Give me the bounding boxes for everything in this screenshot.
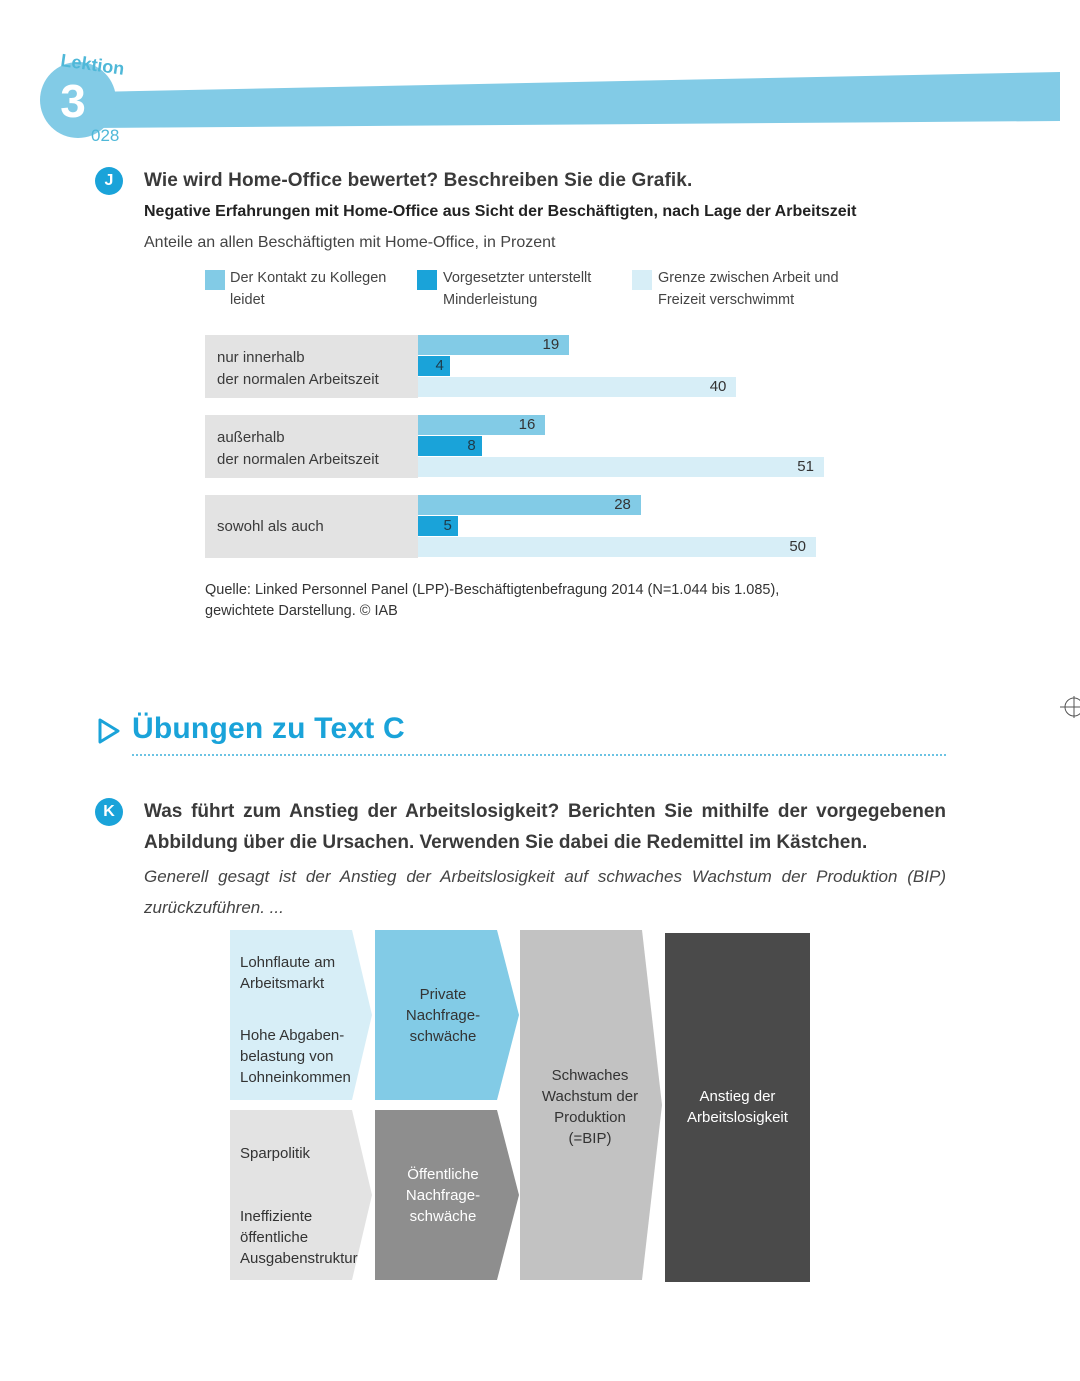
category-label: außerhalb der normalen Arbeitszeit (217, 429, 379, 468)
bar-value: 51 (797, 458, 814, 475)
chart-source: Quelle: Linked Personnel Panel (LPP)-Beschäftigtenbefragung 2014 (N=1.044 bis 1.085), gewichtete Darstellung. © IAB (205, 582, 780, 619)
weak-growth-label: Schwaches Wachstum der Produktion (=BIP) (541, 1067, 639, 1147)
legend-label-grenze: Grenze zwischen Arbeit und Freizeit verschwimmt (658, 270, 839, 308)
section-heading: Übungen zu Text C (132, 712, 405, 745)
lesson-number: 3 (60, 75, 86, 127)
legend-label-minderleistung: Vorgesetzter unterstellt Minderleistung (443, 270, 592, 308)
bar-value: 19 (542, 336, 560, 353)
task-k-example: Generell gesagt ist der Anstieg der Arbeitslosigkeit auf schwaches Wachstum der Produktion (BIP) zurückzuführen. ... (144, 867, 946, 917)
result-label: Anstieg der Arbeitslosigkeit (687, 1088, 788, 1126)
task-k-text: Was führt zum Anstieg der Arbeitslosigkeit? Berichten Sie mithilfe der vorgegebenen Abbildung über die Ursachen. Verwenden Sie dabei die Redemittel im Kästchen. (144, 801, 946, 853)
task-marker-j: J (95, 167, 123, 195)
public-demand-label: Öffentliche Nachfrage- schwäche (405, 1166, 481, 1225)
bar-value: 50 (789, 538, 806, 555)
task-marker-k: K (95, 798, 123, 826)
task-j-title: Wie wird Home-Office bewertet? Beschreiben Sie die Grafik. (144, 170, 693, 191)
bar-value: 28 (614, 496, 631, 513)
bar-value: 16 (518, 416, 536, 433)
lektion-label: Lektion (59, 50, 126, 79)
cause-abgabenbelastung: Hohe Abgaben- belastung von Lohneinkommen (240, 1027, 351, 1086)
cause-ausgabenstruktur: Ineffiziente öffentliche Ausgabenstruktur (240, 1208, 358, 1267)
cause-lohnflaute: Lohnflaute am Arbeitsmarkt (240, 954, 336, 992)
bar-value: 4 (435, 357, 444, 374)
page-number: 028 (91, 126, 120, 145)
category-label: sowohl als auch (217, 518, 324, 535)
private-demand-label: Private Nachfrage- schwäche (405, 986, 481, 1045)
bar-value: 40 (709, 378, 727, 395)
bar-value: 5 (443, 517, 452, 534)
cause-sparpolitik: Sparpolitik (240, 1145, 311, 1162)
bar-value: 8 (467, 437, 476, 454)
category-label: nur innerhalb der normalen Arbeitszeit (217, 349, 379, 388)
chart-subtitle: Anteile an allen Beschäftigten mit Home-Office, in Prozent (144, 234, 556, 251)
chart-title: Negative Erfahrungen mit Home-Office aus Sicht der Beschäftigten, nach Lage der Arbeitszeit (144, 203, 857, 220)
legend-label-kontakt: Der Kontakt zu Kollegen leidet (230, 270, 387, 308)
